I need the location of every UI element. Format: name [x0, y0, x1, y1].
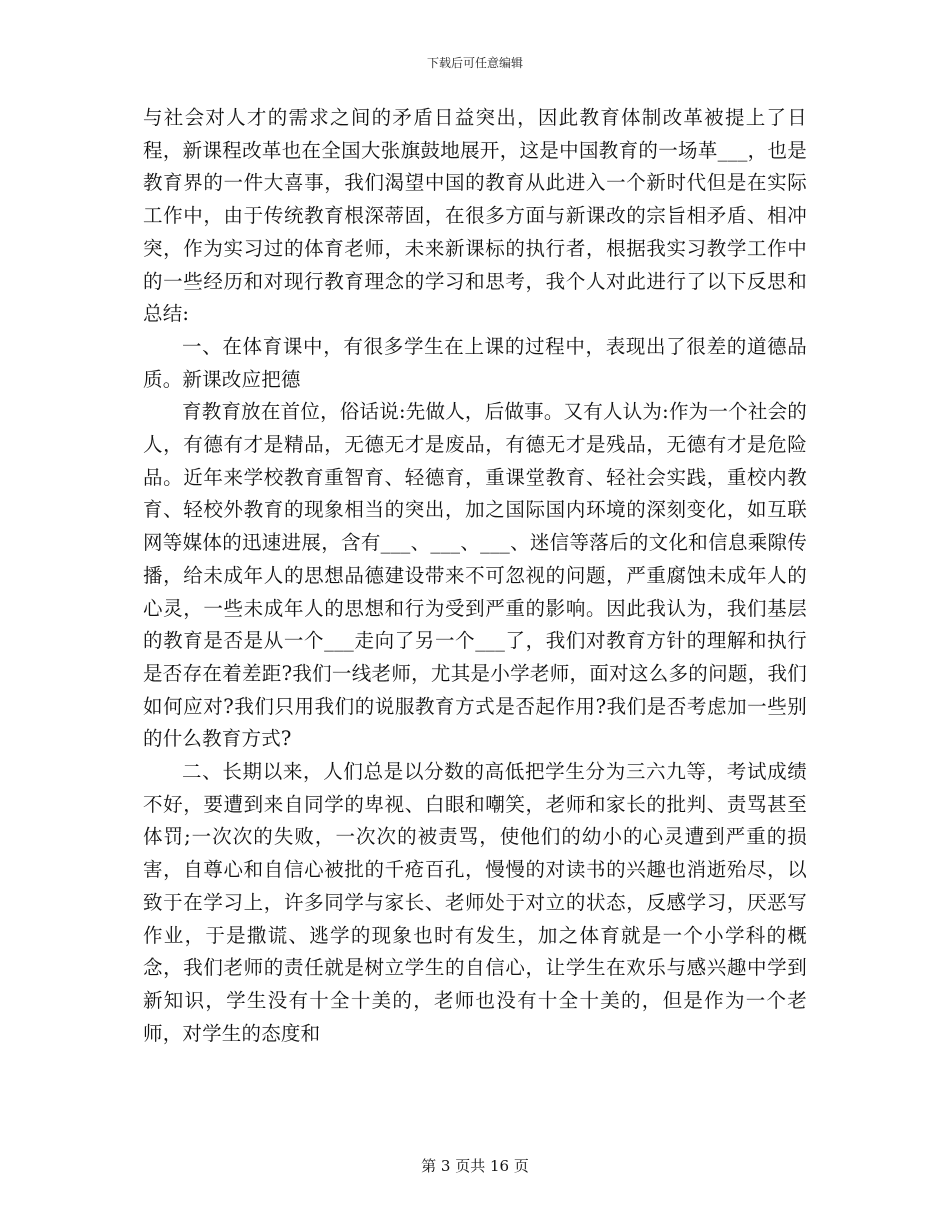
page-footer: 第 3 页共 16 页 — [421, 1157, 529, 1175]
paragraph-continuation: 与社会对人才的需求之间的矛盾日益突出，因此教育体制改革被提上了日程，新课程改革也在全国大张旗鼓地展开，这是中国教育的一场革___，也是教育界的一件大喜事，我们渴望中国的教育从此进入一个新时代但是在实际工作中，由于传统教育根深蒂固，在很多方面与新课改的宗旨相矛盾、相冲突，作为实习过的体育老师，未来新课标的执行者，根据我实习教学工作中的一些经历和对现行教育理念的学习和思考，我个人对此进行了以下反思和总结: — [143, 106, 807, 326]
paragraph-section-one: 一、在体育课中，有很多学生在上课的过程中，表现出了很差的道德品质。新课改应把德 — [143, 334, 807, 391]
paragraph-moral-education: 育教育放在首位，俗话说:先做人，后做事。又有人认为:作为一个社会的人，有德有才是精品，无德无才是废品，有德无才是残品，无德有才是危险品。近年来学校教育重智育、轻德育，重课堂教育、轻社会实践，重校内教育、轻校外教育的现象相当的突出，加之国际国内环境的深刻变化，如互联网等媒体的迅速进展，含有___、___、___、迷信等落后的文化和信息乘隙传播，给未成年人的思想品德建设带来不可忽视的问题，严重腐蚀未成年人的心灵，一些未成年人的思想和行为受到严重的影响。因此我认为，我们基层的教育是否是从一个___走向了另一个___了，我们对教育方针的理解和执行是否存在着差距?我们一线老师，尤其是小学老师，面对这么多的问题，我们如何应对?我们只用我们的说服教育方式是否起作用?我们是否考虑加一些别的什么教育方式? — [143, 400, 807, 751]
document-body — [143, 102, 807, 1050]
page-header: 下载后可任意编辑 — [426, 56, 523, 70]
paragraph-section-two: 二、长期以来，人们总是以分数的高低把学生分为三六九等，考试成绩不好，要遭到来自同学的卑视、白眼和嘲笑，老师和家长的批判、责骂甚至体罚;一次次的失败，一次次的被责骂，使他们的幼小的心灵遭到严重的损害，自尊心和自信心被批的千疮百孔，慢慢的对读书的兴趣也消逝殆尽，以致于在学习上，许多同学与家长、老师处于对立的状态，反感学习，厌恶写作业，于是撒谎、逃学的现象也时有发生，加之体育就是一个小学科的概念，我们老师的责任就是树立学生的自信心，让学生在欢乐与感兴趣中学到新知识，学生没有十全十美的，老师也没有十全十美的，但是作为一个老师，对学生的态度和 — [143, 760, 807, 1045]
